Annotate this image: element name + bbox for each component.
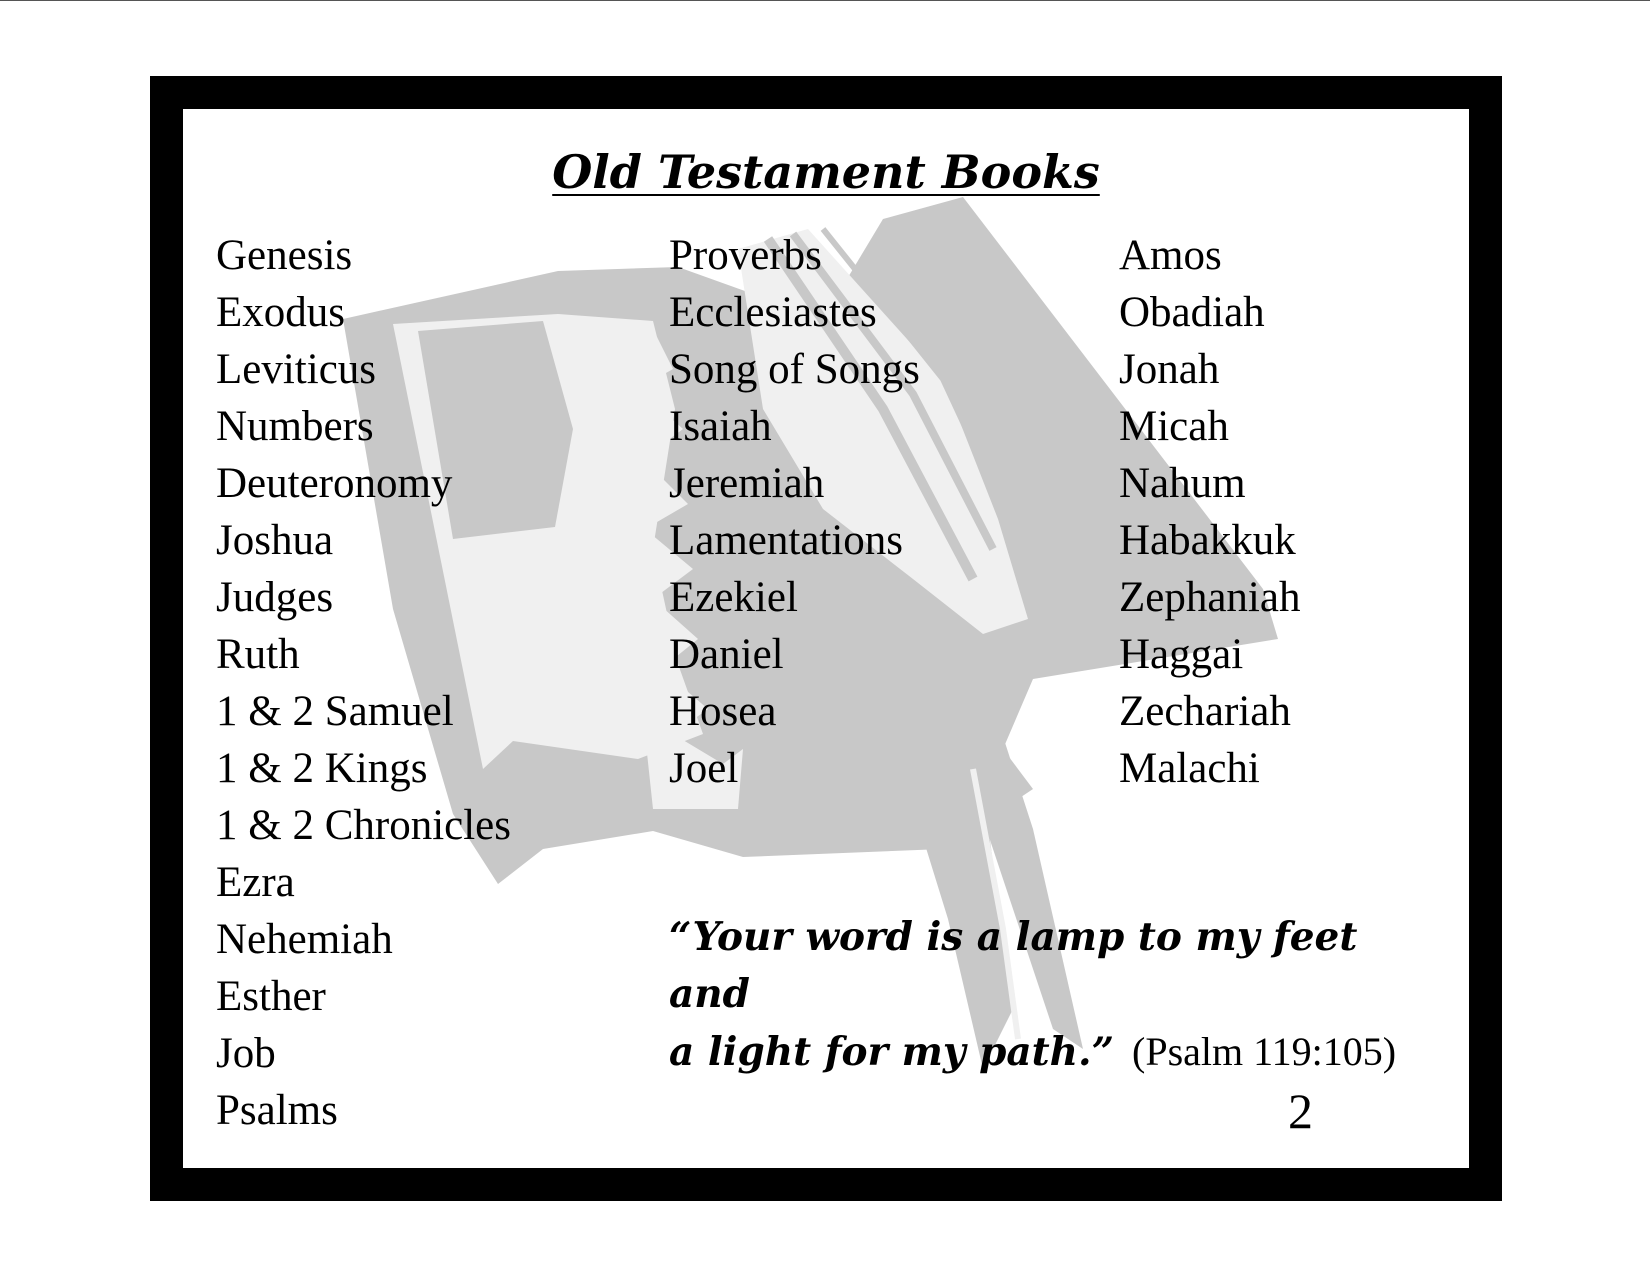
card-frame xyxy=(150,76,1502,1201)
book-name: Deuteronomy xyxy=(216,460,453,507)
book-name: Nahum xyxy=(1119,460,1246,507)
book-name: Ezekiel xyxy=(669,574,798,621)
book-name: Jonah xyxy=(1119,346,1220,393)
book-name: Nehemiah xyxy=(216,916,393,963)
book-name: 1 & 2 Samuel xyxy=(216,688,454,735)
book-name: Genesis xyxy=(216,232,353,279)
page-title xyxy=(183,145,1469,199)
book-name: Ruth xyxy=(216,631,300,678)
book-name: 1 & 2 Kings xyxy=(216,745,428,792)
quote-line-2: a light for my path.” xyxy=(669,1029,1115,1075)
book-name: Joel xyxy=(669,745,739,792)
book-name: Haggai xyxy=(1119,631,1244,678)
book-name: Jeremiah xyxy=(669,460,825,507)
book-name: Hosea xyxy=(669,688,777,735)
book-name: Ecclesiastes xyxy=(669,289,877,336)
book-name: Song of Songs xyxy=(669,346,920,393)
book-name: Lamentations xyxy=(669,517,904,564)
scripture-quote xyxy=(669,909,1449,1081)
page-number: 2 xyxy=(1288,1083,1313,1139)
book-name: Micah xyxy=(1119,403,1229,450)
book-name: Malachi xyxy=(1119,745,1260,792)
book-name: Zechariah xyxy=(1119,688,1291,735)
quote-line-1: “Your word is a lamp to my feet and xyxy=(669,914,1358,1017)
book-name: Psalms xyxy=(216,1087,338,1134)
book-name: Numbers xyxy=(216,403,374,450)
card xyxy=(183,109,1469,1168)
book-name: 1 & 2 Chronicles xyxy=(216,802,511,849)
book-name: Daniel xyxy=(669,631,784,678)
book-name: Job xyxy=(216,1030,276,1077)
book-name: Leviticus xyxy=(216,346,377,393)
page-title-text: Old Testament Books xyxy=(552,145,1100,199)
book-name: Ezra xyxy=(216,859,295,906)
book-column-1 xyxy=(216,227,511,1139)
book-column-2 xyxy=(669,227,920,797)
quote-reference: (Psalm 119:105) xyxy=(1132,1029,1397,1074)
book-name: Habakkuk xyxy=(1119,517,1296,564)
book-column-3 xyxy=(1119,227,1300,797)
book-name: Exodus xyxy=(216,289,345,336)
book-name: Amos xyxy=(1119,232,1222,279)
book-name: Proverbs xyxy=(669,232,822,279)
book-name: Isaiah xyxy=(669,403,772,450)
book-name: Obadiah xyxy=(1119,289,1265,336)
book-name: Esther xyxy=(216,973,326,1020)
book-name: Joshua xyxy=(216,517,334,564)
book-name: Judges xyxy=(216,574,334,621)
book-name: Zephaniah xyxy=(1119,574,1301,621)
